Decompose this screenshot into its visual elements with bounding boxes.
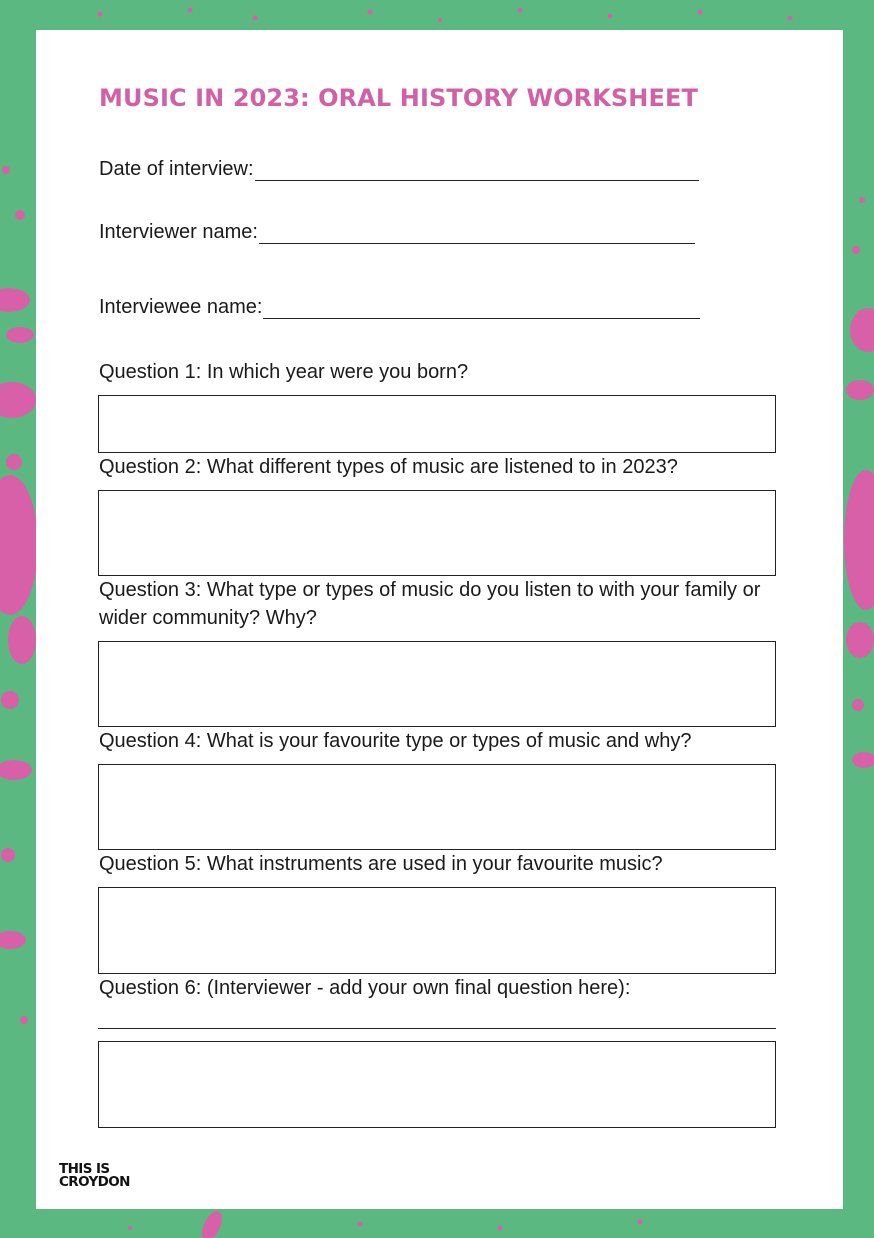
date-of-interview-line[interactable] bbox=[255, 160, 699, 181]
logo-line-1: THIS IS bbox=[59, 1161, 110, 1177]
date-of-interview-field bbox=[99, 158, 699, 181]
question-4-answer-box[interactable] bbox=[98, 764, 776, 850]
interviewee-name-label: Interviewee name: bbox=[99, 296, 263, 318]
interviewee-name-field bbox=[99, 296, 700, 319]
question-5-text: Question 5: What instruments are used in your favourite music? bbox=[99, 853, 663, 875]
question-6-answer-box[interactable] bbox=[98, 1041, 776, 1128]
worksheet-page bbox=[36, 30, 843, 1209]
interviewer-name-label: Interviewer name: bbox=[99, 221, 258, 243]
question-4-text: Question 4: What is your favourite type or types of music and why? bbox=[99, 730, 692, 752]
interviewee-name-line[interactable] bbox=[263, 298, 700, 319]
question-3-text: Question 3: What type or types of music do you listen to with your family or wider community? Why? bbox=[99, 579, 761, 629]
question-3-answer-box[interactable] bbox=[98, 641, 776, 727]
interviewer-name-field bbox=[99, 221, 695, 244]
this-is-croydon-logo bbox=[59, 1163, 130, 1189]
question-2-answer-box[interactable] bbox=[98, 490, 776, 576]
question-1-text: Question 1: In which year were you born? bbox=[99, 361, 469, 383]
logo-line-2: CROYDON bbox=[59, 1174, 130, 1190]
question-5-answer-box[interactable] bbox=[98, 887, 776, 974]
date-of-interview-label: Date of interview: bbox=[99, 158, 254, 180]
question-1-answer-box[interactable] bbox=[98, 395, 776, 453]
question-6-text: Question 6: (Interviewer - add your own final question here): bbox=[99, 977, 631, 999]
interviewer-name-line[interactable] bbox=[259, 223, 695, 244]
page-title: MUSIC IN 2023: ORAL HISTORY WORKSHEET bbox=[99, 84, 698, 112]
question-2-text: Question 2: What different types of music are listened to in 2023? bbox=[99, 456, 678, 478]
question-6-custom-question-line[interactable] bbox=[98, 1028, 776, 1029]
